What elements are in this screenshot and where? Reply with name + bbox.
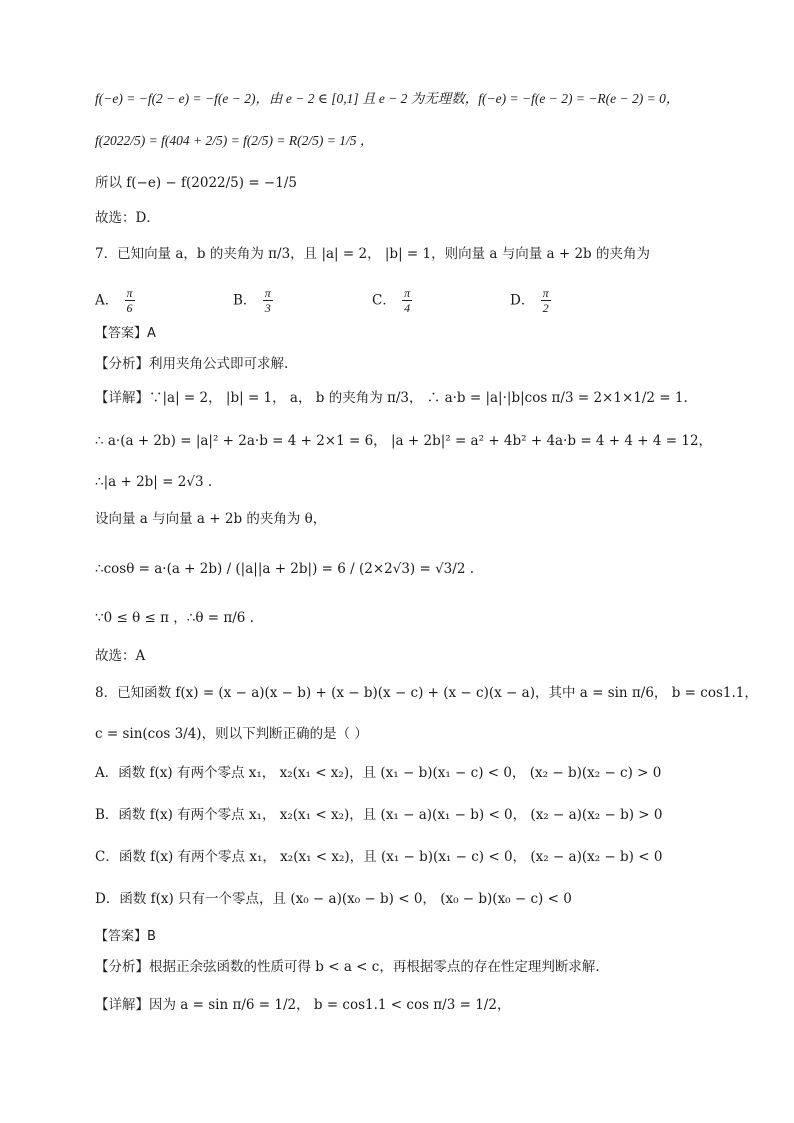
q7-option-c: C． $\frac{\pi}{4}$ [372,286,411,316]
q7-detail-6: ∵0 ≤ θ ≤ π ，∴θ = π/6 . [95,610,254,626]
solution-line-1: f(−e) = −f(2 − e) = −f(e − 2)，由 e − 2 ∈ [0,1] 且 e − 2 为无理数，f(−e) = −f(e − 2) = −R(e − 2) = 0， [95,91,680,106]
q7-analysis: 【分析】利用夹角公式即可求解. [95,356,289,372]
q7-detail-2: ∴ a·(a + 2b) = |a|² + 2a·b = 4 + 2×1 = 6， |a + 2b|² = a² + 4b² + 4a·b = 4 + 4 + 4 = 12， [95,433,713,449]
q8-analysis: 【分析】根据正余弦函数的性质可得 b < a < c，再根据零点的存在性定理判断求解. [95,959,600,975]
q8-option-c: C．函数 f(x) 有两个零点 x₁， x₂(x₁ < x₂)，且 (x₁ − b)(x₁ − c) < 0， (x₂ − a)(x₂ − b) < 0 [95,849,663,865]
question-7-stem: 7．已知向量 a，b 的夹角为 π/3，且 |a| = 2， |b| = 1，则向量 a 与向量 a + 2b 的夹角为 [95,246,650,262]
q7-detail-4: 设向量 a 与向量 a + 2b 的夹角为 θ， [95,511,327,527]
answer-choice-line: 故选：D． [95,210,160,226]
q7-option-d: D． $\frac{\pi}{2}$ [510,286,549,316]
q7-answer: 【答案】A [95,326,156,341]
q8-detail-1: 【详解】因为 a = sin π/6 = 1/2， b = cos1.1 < cos π/3 = 1/2， [95,997,511,1013]
solution-line-3: 所以 f(−e) − f(2022/5) = −1/5 [95,175,297,191]
question-8-stem-2: c = sin(cos 3/4)，则以下判断正确的是（ ） [95,726,368,742]
solution-line-2: f(2022/5) = f(404 + 2/5) = f(2/5) = R(2/5) = 1/5 ， [95,133,374,148]
q7-detail-5: ∴cosθ = a·(a + 2b) / (|a||a + 2b|) = 6 / (2×2√3) = √3/2 . [95,561,474,577]
q7-option-a: A． $\frac{\pi}{6}$ [95,286,133,316]
q7-conclusion: 故选：A [95,648,146,664]
question-8-stem-1: 8．已知函数 f(x) = (x − a)(x − b) + (x − b)(x − c) + (x − c)(x − a)，其中 a = sin π/6， b = cos1.1， [95,685,758,701]
q7-detail-3: ∴|a + 2b| = 2√3 . [95,474,213,490]
q8-option-b: B．函数 f(x) 有两个零点 x₁， x₂(x₁ < x₂)，且 (x₁ − a)(x₁ − b) < 0， (x₂ − a)(x₂ − b) > 0 [95,807,663,823]
q7-detail-1: 【详解】∵|a| = 2， |b| = 1， a， b 的夹角为 π/3， ∴ a·b = |a|·|b|cos π/3 = 2×1×1/2 = 1. [95,390,688,406]
q8-option-a: A．函数 f(x) 有两个零点 x₁， x₂(x₁ < x₂)，且 (x₁ − b)(x₁ − c) < 0， (x₂ − b)(x₂ − c) > 0 [95,765,662,781]
q7-option-b: B． $\frac{\pi}{3}$ [233,286,271,316]
q8-answer: 【答案】B [95,929,156,944]
q8-option-d: D．函数 f(x) 只有一个零点，且 (x₀ − a)(x₀ − b) < 0， (x₀ − b)(x₀ − c) < 0 [95,891,572,907]
